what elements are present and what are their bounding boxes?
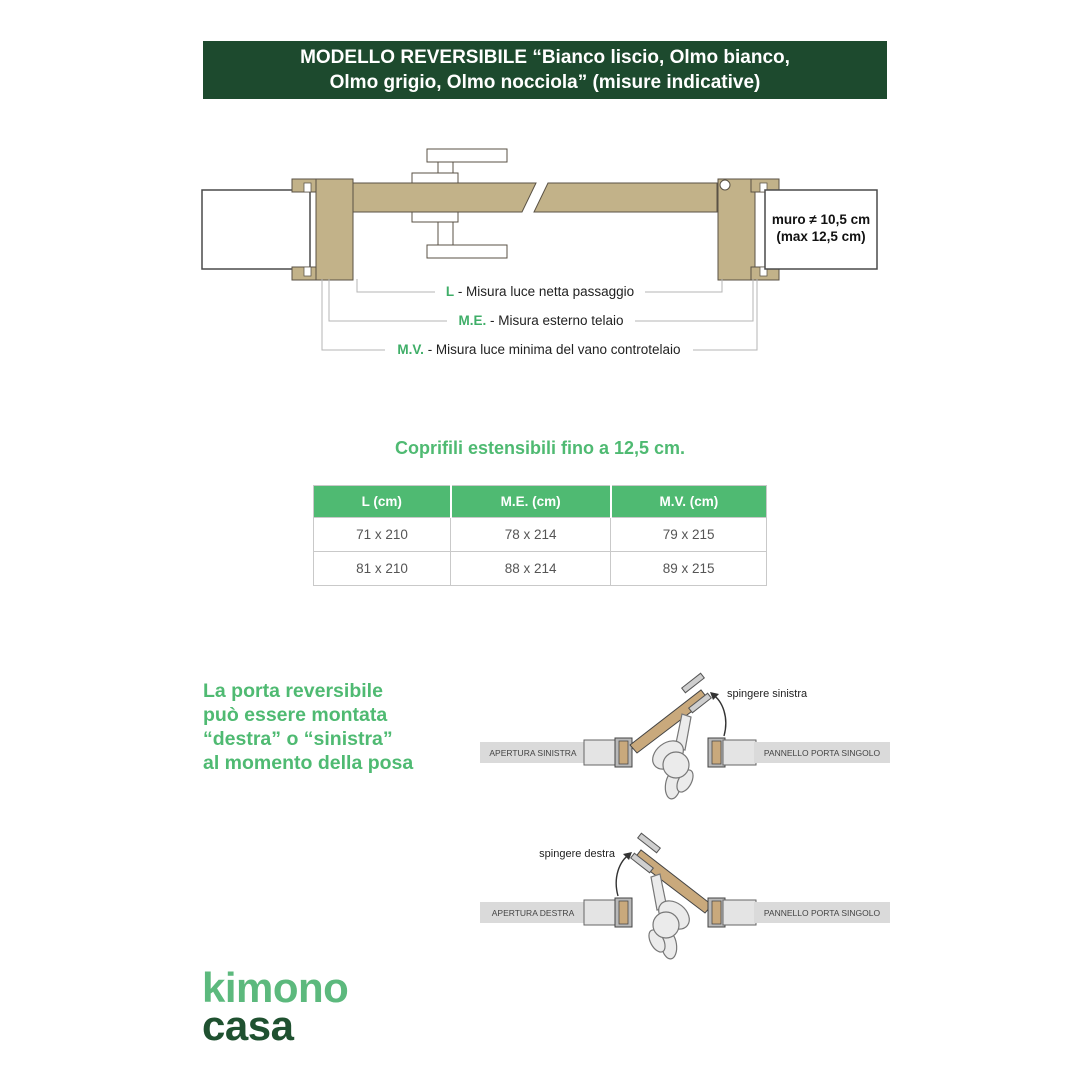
table-col-MV: M.V. (cm) [611, 486, 767, 518]
reversibility-line: La porta reversibile [203, 680, 383, 702]
brand-logo-line2: casa [202, 1002, 294, 1049]
header-title-line1: MODELLO REVERSIBILE “Bianco liscio, Olmo bianco, [300, 47, 790, 68]
dimension-MV-abbr: M.V. [397, 342, 424, 357]
table-cell: 79 x 215 [611, 518, 767, 552]
door-section-diagram [195, 133, 885, 368]
push-arrow-icon [616, 852, 632, 896]
jamb-left [615, 898, 632, 927]
brand-logo [202, 964, 349, 1049]
wall-segment [723, 900, 756, 925]
opening-right-diagram [480, 828, 890, 973]
table-col-L: L (cm) [314, 486, 451, 518]
table-cell: 78 x 214 [451, 518, 611, 552]
wall-note-line2: (max 12,5 cm) [776, 229, 866, 244]
dimension-L-label: - Misura luce netta passaggio [454, 284, 635, 299]
wall-segment [723, 740, 756, 765]
wall-segment [584, 740, 617, 765]
dimension-MV-label: - Misura luce minima del vano controtelaio [423, 342, 681, 357]
table-col-ME: M.E. (cm) [451, 486, 611, 518]
dimension-L-abbr: L [445, 284, 455, 299]
table-cell: 81 x 210 [314, 552, 451, 586]
door-panel [353, 183, 717, 212]
wall-segment [584, 900, 617, 925]
svg-text:L - Misura luce netta passaggi [446, 284, 634, 299]
svg-text:M.V. - Misura luce minima del [397, 342, 680, 357]
table-cell: 88 x 214 [451, 552, 611, 586]
table-title: Coprifili estensibili fino a 12,5 cm. [394, 438, 686, 458]
table-cell: 89 x 215 [611, 552, 767, 586]
reversibility-line: può essere montata [203, 704, 388, 726]
band-left-label: APERTURA DESTRA [491, 908, 575, 918]
band-right-label: PANNELLO PORTA SINGOLO [763, 748, 881, 758]
dimension-ME-label: - Misura esterno telaio [486, 313, 624, 328]
opening-left-diagram [480, 668, 890, 813]
table-row [314, 552, 767, 586]
band-right-label: PANNELLO PORTA SINGOLO [763, 908, 881, 918]
reversibility-text [203, 679, 413, 775]
brand-logo-line1: kimono [202, 964, 349, 1011]
wall-note-line1: muro ≠ 10,5 cm [771, 212, 871, 227]
dimension-L [357, 279, 722, 299]
jamb-left [615, 738, 632, 767]
dimension-ME-abbr: M.E. [458, 313, 487, 328]
jamb-right [708, 738, 725, 767]
table-header-row [314, 486, 767, 518]
push-label: spingere destra [539, 848, 615, 860]
header-title-line2: Olmo grigio, Olmo nocciola” (misure indicative) [329, 72, 761, 93]
reversibility-line: al momento della posa [203, 752, 414, 774]
header-banner [203, 41, 887, 99]
reversibility-line: “destra” o “sinistra” [203, 728, 393, 750]
table-cell: 71 x 210 [314, 518, 451, 552]
table-row [314, 518, 767, 552]
band-left-label: APERTURA SINISTRA [489, 748, 577, 758]
wall-left [202, 190, 310, 269]
push-label: spingere sinistra [727, 688, 808, 700]
push-arrow-icon [710, 692, 726, 736]
svg-text:M.E. - Misura esterno telaio [458, 313, 623, 328]
latch-pin-icon [720, 180, 730, 190]
jamb-right [708, 898, 725, 927]
measures-table [313, 485, 767, 586]
